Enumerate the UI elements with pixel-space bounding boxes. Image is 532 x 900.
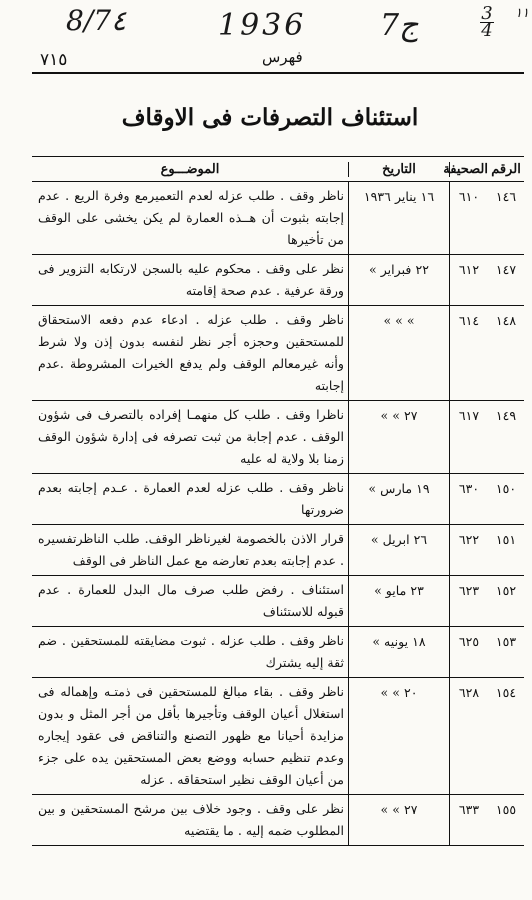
row-date: » » » xyxy=(348,306,450,400)
row-subject: قرار الاذن بالخصومة لغيرناظر الوقف. طلب الناظرتفسيره . عدم إجابته بعدم تعارضه مع عمل الناظر فى الوقف xyxy=(38,531,344,568)
row-subject: ناظرا وقف . طلب كل منهمـا إفراده بالتصرف فى شؤون الوقف . عدم إجابة من ثبت تصرفه فى إدارة شؤون الوقف زمنا بلا ولاية له عليه xyxy=(38,407,344,466)
handwritten-edge-mark: ١١ xyxy=(515,6,529,21)
row-date: ١٦ يناير ١٩٣٦ xyxy=(348,182,450,254)
index-table xyxy=(32,156,524,846)
table-row xyxy=(32,182,524,255)
header-subject: الموضـــوع xyxy=(160,161,220,177)
row-page: ٦١٧ xyxy=(458,408,480,423)
row-page: ٦١٢ xyxy=(458,262,480,277)
row-page: ٦٢٣ xyxy=(458,583,480,598)
row-date: ٢٢ فبراير » xyxy=(348,255,450,305)
table-row xyxy=(32,627,524,678)
table-row xyxy=(32,474,524,525)
table-header xyxy=(32,156,524,182)
fraction-bottom: 4 xyxy=(481,20,493,41)
row-number: ١٤٨ xyxy=(495,313,517,328)
row-number: ١٥١ xyxy=(495,532,517,547)
row-date: ٢٦ ابريل » xyxy=(348,525,450,575)
row-number: ١٥٥ xyxy=(495,802,517,817)
row-page: ٦٢٨ xyxy=(458,685,480,700)
table-row xyxy=(32,525,524,576)
row-date: ١٨ يونيه » xyxy=(348,627,450,677)
row-number: ١٥٢ xyxy=(495,583,517,598)
handwritten-note-right: 7ج xyxy=(380,8,419,43)
row-number: ١٤٧ xyxy=(495,262,517,277)
header-page: الصحيفة xyxy=(443,161,488,177)
section-title: استئناف التصرفات فى الاوقاف xyxy=(121,104,419,131)
row-number: ١٥٠ xyxy=(495,481,517,496)
table-row xyxy=(32,401,524,474)
table-row xyxy=(32,678,524,795)
table-row xyxy=(32,306,524,401)
header-date: التاريخ xyxy=(348,162,450,177)
row-subject: ناظر وقف . بقاء مبالغ للمستحقين فى ذمتـه وإهماله فى استغلال أعيان الوقف وتأجيرها بأقل من أجر المثل و بدون مزايدة أحيانا مع ظهور التصنع والتناقض فى عقود إيجاره وعدم تنظيم حسابه ووضع بعض المستحقين يده على جزء من أعيان الوقف نظير استحقاقه . عزله xyxy=(38,684,344,787)
row-subject: ناظر وقف . طلب عزله لعدم التعميرمع وفرة الريع . عدم إجابته بثبوت أن هــذه العمارة لم يكن يخشى على الوقف من تأخيرها xyxy=(38,188,344,247)
header-number: الرقم xyxy=(491,161,521,177)
row-page: ٦٣٣ xyxy=(458,802,480,817)
row-date: ٢٧ » » xyxy=(348,795,450,845)
row-subject: ناظر وقف . طلب عزله لعدم العمارة . عـدم إجابته بعدم ضرورتها xyxy=(38,480,344,517)
row-subject: نظر على وقف . وجود خلاف بين مرشح المستحقين و بين المطلوب ضمه إليه . ما يقتضيه xyxy=(38,801,344,838)
row-subject: ناظر وقف . طلب عزله . ثبوت مضايقته للمستحقين . ضم ثقة إليه يشترك xyxy=(38,633,344,670)
handwritten-year: 1936 xyxy=(218,8,307,43)
row-number: ١٥٤ xyxy=(495,685,517,700)
table-row xyxy=(32,795,524,846)
row-page: ٦٢٢ xyxy=(458,532,480,547)
row-page: ٦٣٠ xyxy=(458,481,480,496)
row-number: ١٤٩ xyxy=(495,408,517,423)
row-date: ٢٧ » » xyxy=(348,401,450,473)
row-subject: نظر على وقف . محكوم عليه بالسجن لارتكابه التزوير فى ورقة عرفية . عدم صحة إقامته xyxy=(38,261,344,298)
row-number: ١٥٣ xyxy=(495,634,517,649)
handwritten-note-left: 8/7٤ xyxy=(66,4,127,37)
running-header: فهرس xyxy=(262,48,303,66)
table-row xyxy=(32,255,524,306)
row-subject: ناظر وقف . طلب عزله . ادعاء عدم دفعه الاستحقاق للمستحقين وحجزه أجر نظر لنفسه بدون إذن ولا شرط وأنه غيرمعالم الوقف ولم يدفع الخيرات المشروطة .عدم إجابته xyxy=(38,312,344,393)
row-subject: استئناف . رفض طلب صرف مال البدل للعمارة . عدم قبوله للاستئناف xyxy=(38,582,344,619)
row-number: ١٤٦ xyxy=(495,189,517,204)
fraction-top: 3 xyxy=(481,3,493,24)
header-rule xyxy=(32,72,524,74)
row-page: ٦١٤ xyxy=(458,313,480,328)
row-date: ١٩ مارس » xyxy=(348,474,450,524)
row-date: ٢٣ مايو » xyxy=(348,576,450,626)
row-page: ٦٢٥ xyxy=(458,634,480,649)
table-row xyxy=(32,576,524,627)
row-page: ٦١٠ xyxy=(458,189,480,204)
row-date: ٢٠ » » xyxy=(348,678,450,794)
handwritten-fraction xyxy=(480,3,494,41)
page-number: ٧١٥ xyxy=(40,50,68,70)
